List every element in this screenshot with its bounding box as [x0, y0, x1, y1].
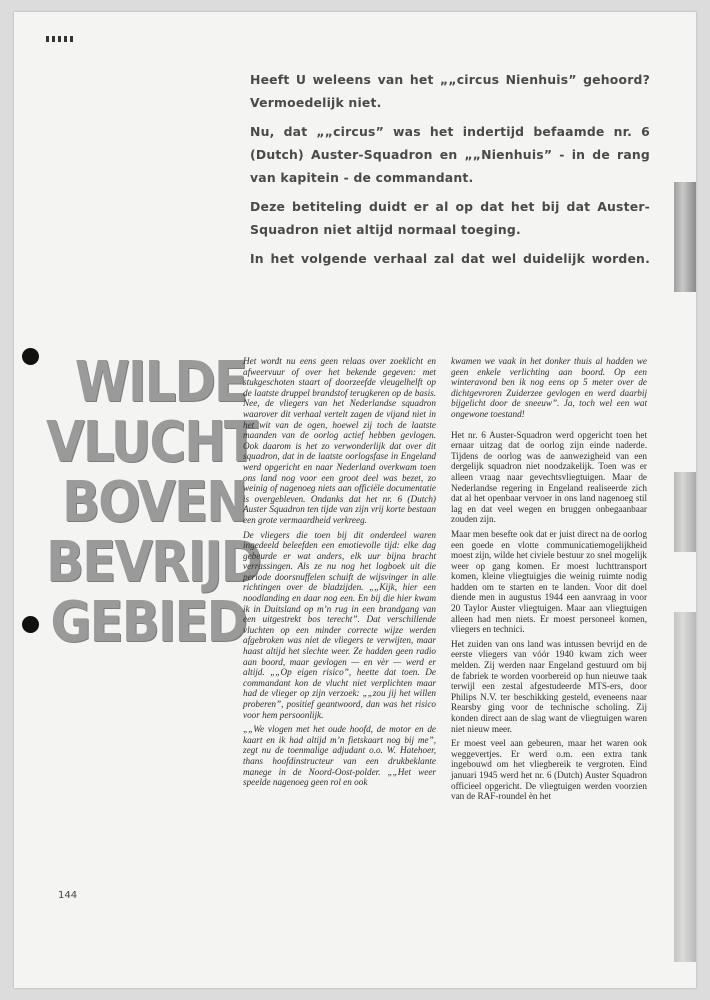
article-paragraph: De vliegers die toen bij dit onderdeel waren ingedeeld beleefden een emotievolle tijd: elke dag gebeurde er wat anders, elk uur bijna bracht verrassingen. Als ze nu nog het logboek uit die periode doorsnuffelen schuift de wijsvinger in alle richtingen over de bladzijden. „„Kijk, hier een noodlanding en daar nog een. En bij die hier kwam ik in Duitsland op m’n rug in een brandgang van een uitgestrekt bos terecht”. Dat verschillende vluchten op een minder correcte wijze werden afgebroken was niet de vliegers te verwijten, maar haast altijd het slechte weer. Ze hadden geen radio aan boord, maar gevlogen — en vèr — werd er altijd. „„Op eigen risico”, heette dat toen. De commandant kon de vlucht niet verplichten maar had de vlieger op zijn verzoek: „„zou jij het willen proberen”, positief geantwoord, dan was het risico voor hem persoonlijk. — [243, 529, 436, 720]
punch-hole — [22, 616, 39, 633]
headline-word: VLUCHT — [46, 409, 257, 475]
corner-mark — [46, 36, 76, 42]
intro-line: Deze betiteling duidt er al op dat het bij dat Auster- — [250, 199, 650, 214]
page-edge-shadow — [674, 612, 696, 962]
article-paragraph: Het wordt nu eens geen relaas over zoeklicht en afweervuur of over het bekende gegeven: met stukgeschoten staart of doorzeefde vleugelhelft op de laatste druppel brandstof terugkeren op de basis. Nee, de vliegers van het Nederlandse squadron waarover dit verhaal vertelt zagen de vijand niet in het wit van de ogen, hoewel zij toch de laatste maanden van de oorlog actief hebben gevlogen. Ook daarom is het zo verwonderlijk dat over dit squadron, dat in de laatste oorlogsfase in Engeland werd opgericht en naar Nederland overkwam toen ons land nog voor een groot deel was bezet, zo weinig of nagenoeg niets aan officiële documentatie is overgebleven. Ondanks dat het nr. 6 (Dutch) Auster Squadron ten tijde van zijn vrij korte bestaan een grote vermaardheid verkreeg. — [243, 356, 436, 525]
headline-word: GEBIED — [50, 589, 246, 655]
intro-line: (Dutch) Auster-Squadron en „„Nienhuis” - in de rang — [250, 147, 650, 162]
article-paragraph: „„We vlogen met het oude hoofd, de motor en de kaart en ik had altijd m’n fietskaart nog bij me”, zegt nu de toenmalige adjudant o.o. W. Hatehoer, thans hoofdinstructeur van een drukbeklante manege in de Noord-Oost-polder. „„Het weer speelde nagenoeg geen rol en ook — [243, 724, 436, 788]
article-paragraph: Het zuiden van ons land was intussen bevrijd en de eerste vliegers van vóór 1940 kwam zich weer melden. Zij werden naar Engeland gestuurd om bij de fabriek te worden voorbereid op hun nieuwe taak terwijl een zestal afgestudeerde MTS-ers, door Philips N.V. ter beschikking gesteld, eveneens naar Rearsby ging voor de technische scholing. Zij konden direct aan de slag want de vliegtuigen waren niet nieuw meer. — [451, 638, 647, 734]
page-edge-shadow — [674, 472, 696, 552]
intro-line: Heeft U weleens van het „„circus Nienhuis” gehoord? — [250, 72, 650, 87]
intro-text — [250, 68, 650, 270]
article-column-right — [451, 356, 647, 806]
page-number: 144 — [58, 890, 78, 901]
punch-hole — [22, 348, 39, 365]
page-edge-shadow — [674, 182, 696, 292]
intro-line: Nu, dat „„circus” was het indertijd befaamde nr. 6 — [250, 124, 650, 139]
article-paragraph: Maar men besefte ook dat er juist direct na de oorlog een goede en vlotte communicatiemogelijkheid moest zijn, wilde het civiele bestuur zo snel mogelijk weer op gang komen. Er moest luchttransport komen, kleine vliegtuigjes die weinig ruimte nodig hadden om te starten en te landen. Voor dit doel diende men in augustus 1944 een aanvraag in voor 20 Taylor Auster vliegtuigen. Maar aan vliegtuigen alleen had men niets. Er moest personeel komen, vliegers en technici. — [451, 528, 647, 635]
intro-line: Squadron niet altijd normaal toeging. — [250, 222, 521, 237]
headline-word: BEVRIJD — [46, 529, 261, 595]
article-paragraph: Het nr. 6 Auster-Squadron werd opgericht toen het ernaar uitzag dat de oorlog zijn einde naderde. Tijdens de oorlog was de aanwezigheid van een dergelijk squadron niet noodzakelijk. Toen was er alleen vraag naar gevechtsvliegtuigen. Maar de Nederlandse regering in Engeland realiseerde zich dat al het openbaar vervoer in ons land nagenoeg stil lag en dat veel wegen en bruggen onbegaanbaar zouden zijn. — [451, 429, 647, 525]
article-paragraph: Er moest veel aan gebeuren, maar het waren ook weggevertjes. Er werd o.m. een extra tank ingebouwd om het vliegbereik te vergroten. Eind januari 1945 werd het nr. 6 (Dutch) Auster Squadron officieel opgericht. De vliegtuigen werden voorzien van de RAF-roundel èn het — [451, 738, 647, 802]
headline-word: BOVEN — [62, 469, 246, 535]
headline — [46, 349, 261, 655]
headline-word: WILDE — [74, 349, 246, 415]
intro-line: In het volgende verhaal zal dat wel duidelijk worden. — [250, 251, 650, 266]
intro-line: Vermoedelijk niet. — [250, 95, 382, 110]
intro-line: van kapitein - de commandant. — [250, 170, 474, 185]
article-column-left — [243, 356, 436, 792]
article-paragraph-italic: kwamen we vaak in het donker thuis al hadden we geen enkele verlichting aan boord. Op een winteravond ben ik nog eens op 5 meter over de dichtgevroren Zuiderzee gevlogen en werd daarbij bijgelicht door de sneeuw”. Ja, toch wel een wat ongewone toestand! — [451, 356, 647, 419]
